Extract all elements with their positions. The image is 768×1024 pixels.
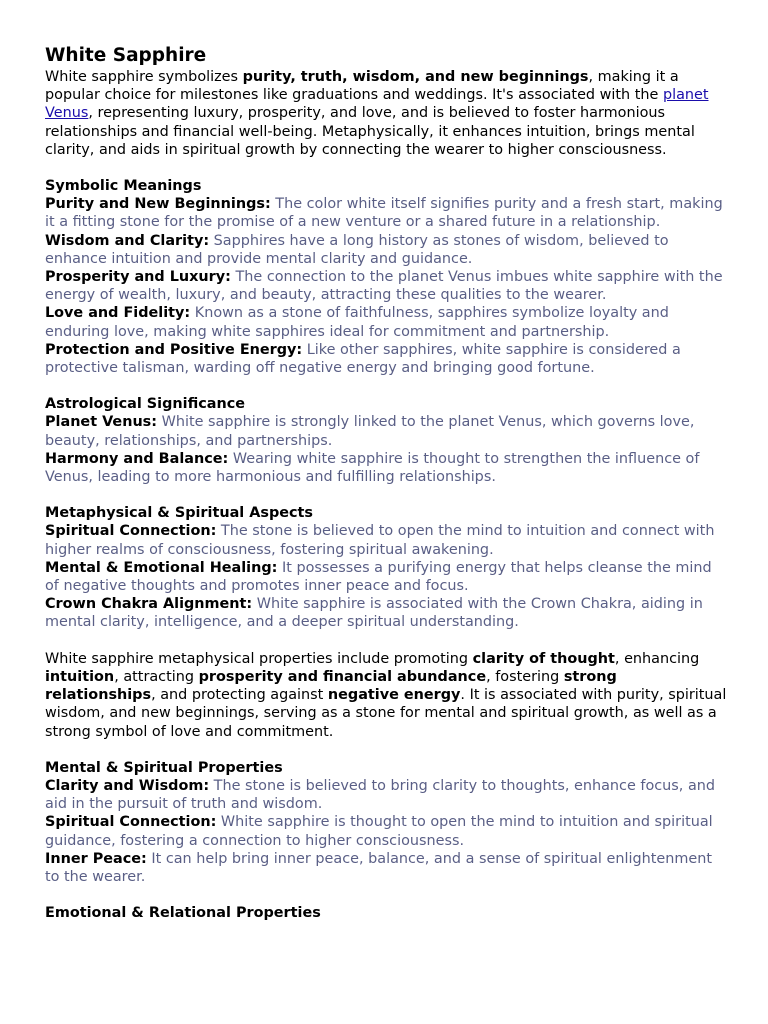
property-item: [45, 850, 730, 886]
section-heading: Astrological Significance: [45, 396, 246, 413]
property-item: [45, 304, 730, 340]
body-text: , fostering: [486, 668, 564, 685]
body-text: , attracting: [114, 668, 199, 685]
property-item: [45, 341, 730, 377]
property-item: [45, 232, 730, 268]
section-heading: Symbolic Meanings: [45, 178, 202, 195]
body-text: , representing luxury, prosperity, and love, and is believed to foster harmonious relationships and financial well-being. Metaphysically, it enhances intuition, brings mental clarity, and aids in spiritual growth by connecting the wearer to higher consciousness.: [45, 105, 695, 158]
property-item: [45, 559, 730, 595]
page-title: White Sapphire: [45, 45, 207, 66]
body-text: , enhancing: [614, 650, 700, 667]
property-description: The connection to the planet Venus imbues white sapphire with the energy of wealth, luxury, and beauty, attracting these qualities to the wearer.: [45, 269, 723, 304]
property-description: Known as a stone of faithfulness, sapphires symbolize loyalty and enduring love, making white sapphires ideal for commitment and partnership.: [45, 305, 669, 340]
property-label: Love and Fidelity:: [45, 305, 191, 322]
property-description: The stone is believed to open the mind to intuition and connect with higher realms of consciousness, fostering spiritual awakening.: [45, 523, 715, 558]
property-description: White sapphire is associated with the Crown Chakra, aiding in mental clarity, intelligence, and a deeper spiritual understanding.: [45, 596, 703, 631]
intro-paragraph: [45, 68, 730, 159]
section-heading: Metaphysical & Spiritual Aspects: [45, 505, 313, 522]
property-label: Protection and Positive Energy:: [45, 341, 303, 358]
emphasis-text: purity, truth, wisdom, and new beginnings: [242, 69, 589, 85]
property-label: Spiritual Connection:: [45, 523, 217, 540]
property-item: [45, 450, 730, 486]
property-label: Inner Peace:: [45, 850, 147, 867]
property-label: Clarity and Wisdom:: [45, 777, 210, 794]
property-label: Harmony and Balance:: [45, 450, 229, 467]
property-description: Wearing white sapphire is thought to strengthen the influence of Venus, leading to more harmonious and fulfilling relationships.: [45, 450, 700, 486]
property-description: The stone is believed to bring clarity to thoughts, enhance focus, and aid in the pursuit of truth and wisdom.: [45, 777, 716, 813]
property-description: It possesses a purifying energy that helps cleanse the mind of negative thoughts and promotes inner peace and focus.: [45, 559, 712, 595]
content-section: [45, 904, 730, 922]
section-heading: Mental & Spiritual Properties: [45, 759, 283, 776]
content-section: [45, 504, 730, 631]
section-heading: Emotional & Relational Properties: [45, 905, 321, 922]
property-item: [45, 195, 730, 231]
content-section: [45, 395, 730, 486]
content-section: [45, 177, 730, 377]
sections-group-1: [45, 177, 730, 632]
property-description: It can help bring inner peace, balance, and a sense of spiritual enlightenment to the wearer.: [45, 850, 712, 885]
property-label: Wisdom and Clarity:: [45, 232, 210, 249]
property-item: [45, 522, 730, 558]
body-text: . It is associated with purity, spiritual wisdom, and new beginnings, serving as a stone for mental and spiritual growth, as well as a strong symbol of love and commitment.: [45, 687, 727, 740]
document-page: [45, 45, 730, 922]
sections-group-2: [45, 759, 730, 923]
body-text: , making it a popular choice for milestones like graduations and weddings. It's associated with the: [45, 69, 679, 104]
property-label: Mental & Emotional Healing:: [45, 559, 278, 576]
body-text: White sapphire metaphysical properties include promoting: [45, 650, 473, 667]
property-description: Sapphires have a long history as stones of wisdom, believed to enhance intuition and provide mental clarity and guidance.: [45, 232, 669, 267]
emphasis-text: prosperity and financial abundance: [198, 668, 487, 685]
planet-venus-link[interactable]: planet Venus: [45, 87, 709, 122]
property-item: [45, 268, 730, 304]
property-description: White sapphire is thought to open the mind to intuition and spiritual guidance, fostering a connection to higher consciousness.: [45, 814, 713, 849]
property-label: Planet Venus:: [45, 414, 158, 431]
property-item: [45, 595, 730, 631]
property-description: Like other sapphires, white sapphire is considered a protective talisman, warding off negative energy and bringing good fortune.: [45, 341, 681, 377]
property-item: [45, 777, 730, 813]
emphasis-text: negative energy: [327, 687, 461, 704]
property-description: White sapphire is strongly linked to the planet Venus, which governs love, beauty, relationships, and partnerships.: [45, 414, 695, 449]
property-label: Prosperity and Luxury:: [45, 269, 231, 286]
property-label: Spiritual Connection:: [45, 814, 217, 831]
summary-paragraph: [45, 650, 730, 741]
emphasis-text: strong relationships: [45, 668, 617, 704]
property-item: [45, 813, 730, 849]
emphasis-text: clarity of thought: [472, 650, 615, 667]
property-label: Crown Chakra Alignment:: [45, 596, 253, 613]
emphasis-text: intuition: [45, 668, 115, 685]
property-label: Purity and New Beginnings:: [45, 196, 271, 213]
body-text: White sapphire symbolizes: [45, 69, 243, 85]
property-item: [45, 413, 730, 449]
content-section: [45, 759, 730, 886]
body-text: , and protecting against: [151, 687, 328, 704]
property-description: The color white itself signifies purity and a fresh start, making it a fitting stone for the promise of a new venture or a shared future in a relationship.: [45, 196, 723, 231]
